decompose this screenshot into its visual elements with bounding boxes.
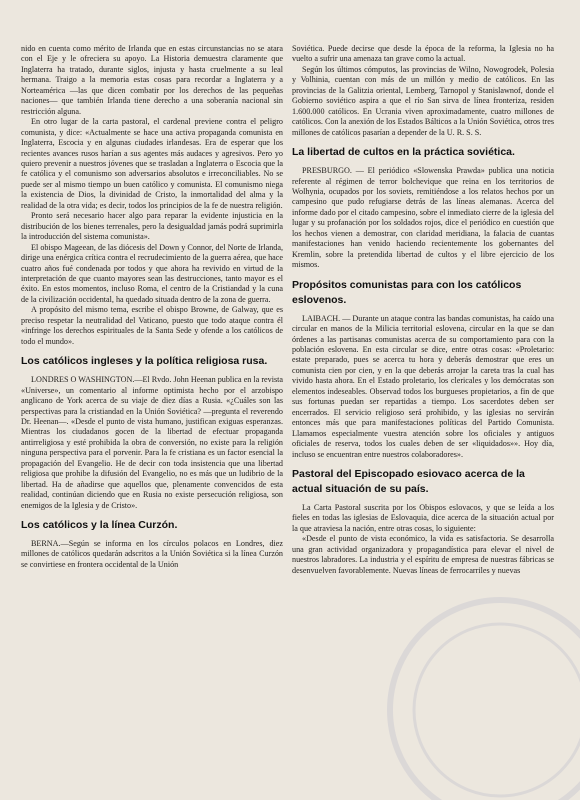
section-title: La libertad de cultos en la práctica soviética. <box>292 146 515 159</box>
paragraph: Pronto será necesario hacer algo para reparar la evidente injusticia en la distribución de los bienes terrenales, pero la desigualdad jamás podrá suprimirla la introducción del sistema comunista». <box>21 211 283 242</box>
paragraph: El obispo Mageean, de las diócesis del Down y Connor, del Norte de Irlanda, dirige una enérgica crítica contra el recrudecimiento de la guerra aérea, que hace cuatro años fué condenada por todos y que ahora ha revivido en virtud de la interpretación de que cuanto mayores sean las destrucciones, tanto mayor es el éxito. En estos momentos, incluso Roma, el centro de la Cristiandad y la cuna de la civilización occidental, ha quedado situada dentro de la zona de guerra. <box>21 242 283 304</box>
left-intro <box>21 44 283 347</box>
paragraph: BERNA.—Según se informa en los círculos polacos en Londres, diez millones de católicos quedarán adscritos a la Unión Soviética si la línea Curzón se convirtiese en frontera occidental de la Unión <box>21 539 283 569</box>
section-body <box>292 314 554 460</box>
section-body <box>21 375 283 511</box>
paragraph: A propósito del mismo tema, escribe el obispo Browne, de Galway, que es preciso respetar la neutralidad del Vaticano, puesto que todo ataque contra él «infringe los derechos espirituales de la Santa Sede y ofende a los católicos de todo el mundo». <box>21 305 283 346</box>
section-title: Los católicos ingleses y la política religiosa rusa. <box>21 355 268 368</box>
section-linea-curzon <box>21 518 283 570</box>
right-intro <box>292 44 554 138</box>
section-libertad-cultos <box>292 145 554 271</box>
section-body <box>292 166 554 271</box>
left-column <box>21 44 283 570</box>
paragraph: «Desde el punto de vista económico, la vida es satisfactoria. Se desarrolla una gran actividad organizadora y propagandística para elevar el nivel de nuestros labradores. La industria y el espíritu de empresa de nuestras fábricas se desenvuelven favorablemente. Nuevas líneas de ferrocarriles y nuevas <box>292 534 554 575</box>
paragraph: LONDRES O WASHINGTON.—El Rvdo. John Heenan publica en la revista «Universe», un comentario al informe optimista hecho por el arzobispo anglicano de York acerca de su viaje de diez días a Rusia. «¿Cuáles son las perspectivas para la cristiandad en la Unión Soviética? —pregunta el reverendo Dr. Heenan—. «Desde el punto de vista humano, justifican exiguas esperanzas. Mientras los ciudadanos gocen de la libertad de efectuar propaganda antirreligiosa y esté prohibida la obra de conversión, no existe para la religión ninguna perspectiva para el porvenir. Para la fe cristiana es un factor esencial la propagación del Evangelio. He de decir con toda insistencia que una libertad religiosa que prohibe la difusión del Evangelio, no es más que un ludibrio de la libertad. Ha de añadirse que aquellos que, plenamente convencidos de esta realidad, continúan diciendo que en Rusia no existe persecución religiosa, son enemigos de la Iglesia y de Cristo». <box>21 375 283 510</box>
paragraph: Según los últimos cómputos, las provincias de Wilno, Nowogrodek, Polesia y Volhinia, cuentan con más de un millón y medio de católicos. En las provincias de la Galitzia oriental, Lemberg, Tarnopol y Stanislawnof, donde el Gobierno soviético aspira a que el río San sirva de línea fronteriza, residen 1.600.000 católicos. En Ucrania viven aproximadamente, cuatro millones de católicos. Con la anexión de los Estados Bálticos a la Unión Soviética, otros tres millones de católicos pasarían a depender de la U. R. S. S. <box>292 64 554 137</box>
section-title: Los católicos y la línea Curzón. <box>21 519 178 532</box>
section-catolicos-ingleses <box>21 354 283 511</box>
section-title: Pastoral del Episcopado esiovaco acerca de la actual situación de su país. <box>292 467 525 495</box>
paragraph: Soviética. Puede decirse que desde la época de la reforma, la Iglesia no ha vuelto a sufrir una amenaza tan grave como la actual. <box>292 44 554 64</box>
section-propositos-comunistas <box>292 278 554 460</box>
paragraph: nido en cuenta como mérito de Irlanda que en estas circunstancias no se atara con el Eje y le ofreciera su apoyo. La Historia demuestra claramente que Inglaterra ha tratado, durante siglos, injusta y hasta cruelmente a su leal hermana. Traigo a la memoria estas cosas para recordar a Inglaterra y a Norteamérica —las que dicen combatir por los derechos de las pequeñas naciones— que también Irlanda tiene derecho a una soberanía nacional sin restricción alguna. <box>21 44 283 116</box>
section-pastoral-episcopado <box>292 467 554 576</box>
paragraph: PRESBURGO. — El periódico «Slowenska Prawda» publica una noticia referente al régimen de terror bolchevique que reina en los territorios de Wolhynia, ocupados por los soviets, remitiéndose a los relatos hechos por un campesino que pudo refugiarse detrás de las líneas alemanas. Acerca del informe dado por el citado campesino, sobre el inmediato cierre de la iglesia del lugar y su profanación por los soldados rojos, dice el periódico en cuestión que los hechos vienen a demostrar, con claridad meridiana, la falacia de cuantas manifestaciones han venido haciendo recientemente los gobernantes del Kremlin, sobre la pretendida libertad de cultos y el libre ejercicio de los mismos. <box>292 166 554 270</box>
paragraph: La Carta Pastoral suscrita por los Obispos eslovacos, y que se leída a los fieles en todas las iglesias de Eslovaquia, dice acerca de la situación actual por la que atraviesa la nación, entre otras cosas, lo siguiente: <box>292 502 554 533</box>
paragraph: LAIBACH. — Durante un ataque contra las bandas comunistas, ha caído una circular en manos de la Milicia territorial eslovena, circular en la que se dan órdenes a las partisanas comunistas acerca de su comportamiento para con la población eslovena. En esta circular se dice, entre otras cosas: «Proletario: estate preparado, pues se acerca tu hora y deberás demostrar que eres un comunista cien por cien, y en la que deberás arrojar la careta tras la cual has vivido hasta ahora. En el Estado proletario, los clericales y los demócratas son elementos indeseables. Observad todos los burgueses propietarios, a fin de que sus fortunas puedan ser repartidas a tiempo. Los sacerdotes deben ser encerrados. El servicio religioso será prohibido, y las iglesias no servirán entonces más que para manifestaciones políticas del Partido Comunista. Llamamos especialmente vuestra atención sobre los oficiales y antiguos oficiales de reserva, todos los cuales deben de ser «liquidados»». Hoy día, incluso se encuentran entre nuestros colaboradores». <box>292 313 554 459</box>
right-column <box>292 44 554 576</box>
section-body <box>292 503 554 576</box>
library-stamp-watermark <box>300 560 580 800</box>
paragraph: En otro lugar de la carta pastoral, el cardenal previene contra el peligro comunista, y dice: «Actualmente se hace una activa propaganda comunista en Inglaterra, Escocia y en algunas ciudades irlandesas. Era de esperar que los recientes avances rusos harían a sus agentes más audaces y agresivos. Pero yo quiero prevenir a nuestros jóvenes que se trasladan a Inglaterra o Escocia que la fe católica y el comunismo son adversarios absolutos e irreconciliables. No se puede ser al mismo tiempo un buen católico y comunista. El comunismo niega la existencia de Dios, la divinidad de Cristo, la inmortalidad del alma y la realidad de la otra vida; es decir, todos los principios de la fe de nuestra religión. <box>21 117 283 210</box>
section-body <box>21 539 283 570</box>
section-title: Propósitos comunistas para con los católicos eslovenos. <box>292 278 522 306</box>
